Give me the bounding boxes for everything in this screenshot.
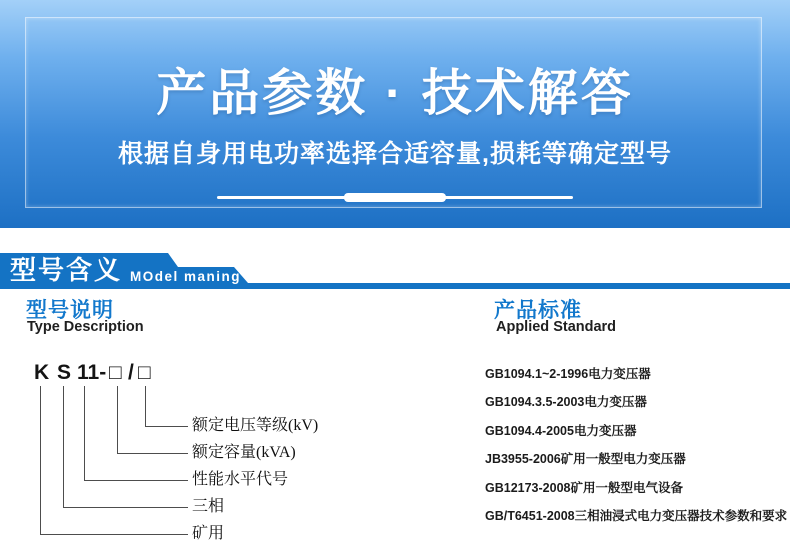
connector-line	[63, 386, 64, 507]
connector-line	[84, 480, 188, 481]
standard-item: GB12173-2008矿用一般型电气设备	[485, 481, 683, 495]
model-label-capacity: 额定容量(kVA)	[192, 444, 296, 461]
standard-item: GB/T6451-2008三相油浸式电力变压器技术参数和要求	[485, 509, 788, 523]
standard-item: JB3955-2006矿用一般型电力变压器	[485, 452, 686, 466]
banner-title: 产品参数 · 技术解答	[156, 65, 634, 121]
model-label-mining: 矿用	[192, 525, 225, 542]
standard-item: GB1094.3.5-2003电力变压器	[485, 395, 647, 409]
model-part-slash: /	[128, 361, 134, 384]
banner-divider-line	[0, 192, 790, 204]
connector-line	[145, 426, 188, 427]
left-heading-cn: 型号说明	[26, 299, 114, 322]
section-title-en: MOdel maning	[130, 269, 242, 284]
model-label-three-phase: 三相	[192, 498, 225, 515]
section-header-ribbon	[0, 253, 790, 289]
model-part-box1: □	[109, 361, 122, 384]
divider-thick-segment	[344, 193, 446, 202]
model-label-voltage: 额定电压等级(kV)	[192, 417, 319, 434]
left-heading-en: Type Description	[27, 319, 144, 335]
connector-line	[117, 453, 188, 454]
connector-line	[40, 534, 188, 535]
model-part-k: K	[34, 361, 50, 384]
connector-line	[117, 386, 118, 453]
model-part-box2: □	[138, 361, 151, 384]
hero-banner	[0, 0, 790, 228]
model-label-performance: 性能水平代号	[192, 471, 289, 488]
connector-line	[40, 386, 41, 534]
connector-line	[145, 386, 146, 426]
section-title-cn: 型号含义	[10, 255, 123, 285]
standard-item: GB1094.4-2005电力变压器	[485, 424, 637, 438]
connector-line	[84, 386, 85, 480]
right-heading-en: Applied Standard	[496, 319, 617, 335]
right-heading-cn: 产品标准	[494, 299, 582, 322]
standard-item: GB1094.1~2-1996电力变压器	[485, 367, 651, 381]
model-part-s: S	[57, 361, 72, 384]
connector-line	[63, 507, 188, 508]
banner-subtitle: 根据自身用电功率选择合适容量,损耗等确定型号	[118, 140, 672, 168]
model-part-11: 11-	[77, 361, 107, 384]
